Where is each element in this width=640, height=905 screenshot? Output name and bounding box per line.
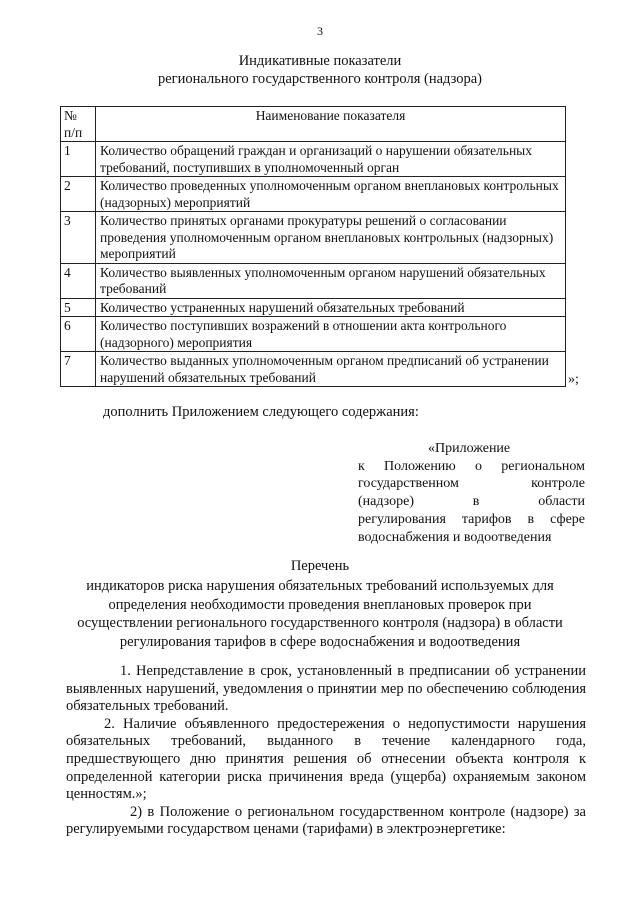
subtitle-line: регулирования тарифов в сфере водоснабжения и водоотведения: [119, 633, 521, 650]
appendix-line: к Положению о региональном: [358, 458, 585, 474]
table-row: [61, 177, 566, 212]
indicators-table: [60, 106, 566, 387]
row-text: Количество выявленных уполномоченным органом нарушений обязательных требований: [96, 263, 566, 298]
paragraph-2: 2. Наличие объявленного предостережения о недопустимости нарушения обязательных требований, выданного в течение календарного года, предшествующего дню принятия решения об отнесении объекта контроля к определенной категории риска причинения вреда (ущерба) охраняемым законом ценностям.»;: [66, 715, 586, 803]
appendix-line: «Приложение: [428, 441, 511, 456]
table-header-row: [61, 107, 566, 142]
paragraph-3: 2) в Положение о региональном государственном контроле (надзоре) за регулируемыми государством ценами (тарифами) в электроэнергетике:: [66, 803, 586, 838]
subtitle-line: определения необходимости проведения внеплановых проверок при: [108, 596, 532, 613]
table-row: [61, 352, 566, 387]
table-row: [61, 298, 566, 317]
table-closing-quote: »;: [568, 372, 579, 387]
add-appendix-text: дополнить Приложением следующего содержания:: [103, 404, 419, 420]
row-number: 2: [61, 177, 96, 212]
appendix-line: регулирования тарифов в сфере: [358, 511, 585, 527]
appendix-line: (надзоре) в области: [358, 494, 585, 510]
table-row: [61, 142, 566, 177]
appendix-line: государственном контроле: [358, 476, 585, 492]
row-number: 3: [61, 212, 96, 264]
list-subtitle: [70, 577, 570, 651]
header-name: Наименование показателя: [96, 107, 566, 142]
row-text: Количество принятых органами прокуратуры решений о согласовании проведения уполномоченным органом внеплановых контрольных (надзорных) мероприятий: [96, 212, 566, 264]
row-text: Количество устраненных нарушений обязательных требований: [96, 298, 566, 317]
row-text: Количество проведенных уполномоченным органом внеплановых контрольных (надзорных) мероприятий: [96, 177, 566, 212]
table-row: [61, 263, 566, 298]
row-number: 6: [61, 317, 96, 352]
row-number: 7: [61, 352, 96, 387]
paragraph-1: 1. Непредставление в срок, установленный в предписании об устранении выявленных нарушений, уведомления о принятии мер по обеспечению соблюдения обязательных требований.: [66, 663, 586, 715]
table-row: [61, 212, 566, 264]
row-text: Количество обращений граждан и организаций о нарушении обязательных требований, поступивших в уполномоченный орган: [96, 142, 566, 177]
row-text: Количество выданных уполномоченным органом предписаний об устранении нарушений обязательных требований: [96, 352, 566, 387]
title-line-2: регионального государственного контроля (надзора): [158, 71, 482, 87]
list-title: Перечень: [290, 558, 350, 574]
appendix-heading: [358, 440, 585, 546]
row-number: 1: [61, 142, 96, 177]
subtitle-line: индикаторов риска нарушения обязательных требований используемых для: [86, 578, 554, 594]
document-body: [66, 663, 586, 839]
row-number: 5: [61, 298, 96, 317]
header-number: № п/п: [61, 107, 96, 142]
row-number: 4: [61, 263, 96, 298]
subtitle-line: осуществлении регионального государственного контроля (надзора) в области: [77, 615, 563, 631]
document-title: [0, 52, 640, 88]
page-number: 3: [317, 24, 323, 38]
title-line-1: Индикативные показатели: [238, 53, 402, 69]
row-text: Количество поступивших возражений в отношении акта контрольного (надзорного) мероприятия: [96, 317, 566, 352]
table-row: [61, 317, 566, 352]
appendix-line: водоснабжения и водоотведения: [358, 529, 552, 545]
